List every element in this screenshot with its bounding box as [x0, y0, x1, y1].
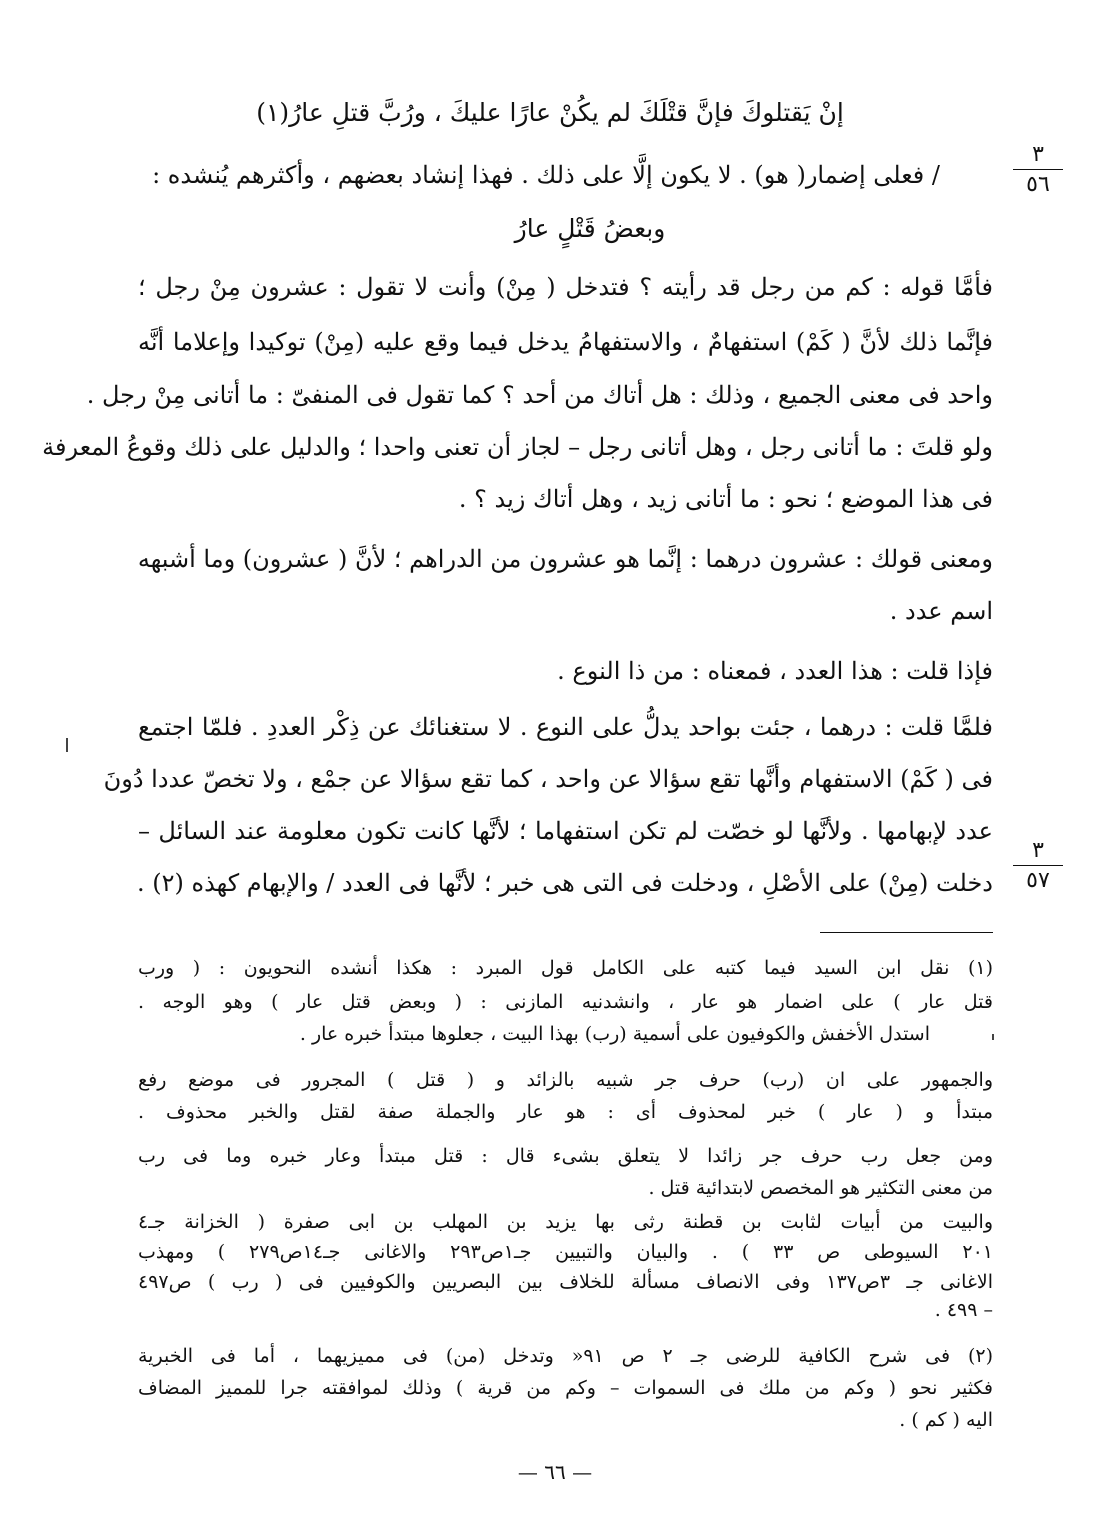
text-line: عدد لإبهامها . ولأنَّها لو خصّت لم تكن استفهاما ؛ لأنَّها كانت تكون معلومة عند السائل – [138, 817, 993, 845]
footnote-line: ومن جعل رب حرف جر زائدا لا يتعلق بشىء قال : قتل مبتدأ وعار خبره وما فى رب [138, 1145, 993, 1167]
text-line: اسم عدد . [889, 597, 993, 625]
footnote-line: فكثير نحو ( وكم من ملك فى السموات – وكم من قرية ) وذلك لموافقته جرا للمميز المضاف [138, 1377, 994, 1399]
marker-volume: ٣ [1032, 838, 1044, 863]
footnote-line: (١) نقل ابن السيد فيما كتبه على الكامل قول المبرد : هكذا أنشده النحويون : ( ورب [138, 957, 993, 979]
text-line: فى هذا الموضع ؛ نحو : ما أتانى زيد ، وهل أتاك زيد ؟ . [458, 485, 993, 513]
scan-mark [66, 738, 68, 752]
text-line: ولو قلتَ : ما أتانى رجل ، وهل أتانى رجل – لجاز أن تعنى واحدا ؛ والدليل على ذلك وقوعُ المعرفة [42, 433, 993, 461]
footnote-separator [820, 932, 993, 933]
footnote-line: (٢) فى شرح الكافية للرضى جـ ٢ ص ٩١« وتدخل (من) فى مميزيهما ، أما فى الخبرية [138, 1345, 993, 1367]
variant-hemistich: وبعضُ قَتْلٍ عارُ [514, 214, 666, 243]
marker-page: ٥٧ [1026, 868, 1050, 893]
page-number: — ٦٦ — [517, 1460, 593, 1484]
text-line: فإنَّما ذلك لأنَّ ( كَمْ) استفهامٌ ، والاستفهامُ يدخل فيما وقع عليه (مِنْ) توكيدا وإعلاما أنَّه [138, 328, 994, 356]
footnote-line: اليه ( كم ) . [899, 1409, 993, 1431]
text-line: واحد فى معنى الجميع ، وذلك : هل أتاك من أحد ؟ كما تقول فى المنفىّ : ما أتانى مِنْ رجل . [86, 381, 993, 409]
footnote-line: – ٤٩٩ . [934, 1299, 993, 1321]
text-line: فلمَّا قلت : درهما ، جئت بواحد يدلُّ على النوع . لا ستغنائك عن ذِكْر العددِ . فلمّا اجتمع [138, 713, 993, 741]
footnote-line: مبتدأ و ( عار ) خبر لمحذوف أى : هو عار والجملة صفة لقتل والخبر محذوف . [138, 1101, 993, 1123]
page-marker [1010, 144, 1066, 196]
footnote-line: استدل الأخفش والكوفيون على أسمية (رب) بهذا البيت ، جعلوها مبتدأ خبره عار . [299, 1023, 930, 1045]
footnote-line: الاغانى جـ ٣ص١٣٧ وفى الانصاف مسألة للخلاف بين البصريين والكوفيين فى ( رب ) ص٤٩٧ [138, 1271, 993, 1293]
marker-page: ٥٦ [1026, 172, 1050, 197]
text-line: ومعنى قولك : عشرون درهما : إنَّما هو عشرون من الدراهم ؛ لأنَّ ( عشرون) وما أشبهه [137, 545, 993, 573]
footnote-line: والجمهور على ان (رب) حرف جر شبيه بالزائد و ( قتل ) المجرور فى موضع رفع [138, 1069, 993, 1091]
scan-mark [992, 1034, 994, 1040]
footnote-line: قتل عار ) على اضمار هو عار ، وانشدنيه المازنى : ( وبعض قتل عار ) وهو الوجه . [138, 991, 993, 1013]
footnote-line: من معنى التكثير هو المخصص لابتدائية قتل . [648, 1177, 993, 1199]
verse-line: إنْ يَقتلوكَ فإنَّ قتْلَكَ لم يكُنْ عارًا عليكَ ، ورُبَّ قتلِ عارُ(١) [256, 98, 844, 127]
footnote-line: والبيت من أبيات لثابت بن قطنة رثى بها يزيد بن المهلب بن ابى صفرة ( الخزانة جـ٤ [138, 1211, 993, 1233]
marker-volume: ٣ [1032, 142, 1044, 167]
text-line: دخلت (مِنْ) على الأصْلِ ، ودخلت فى التى هى خبر ؛ لأنَّها فى العدد / والإبهام كهذه (٢) . [137, 869, 993, 897]
page-marker [1010, 840, 1066, 892]
intro-line: / فعلى إضمار( هو) . لا يكون إلَّا على ذلك . فهذا إنشاد بعضهم ، وأكثرهم يُنشده : [152, 161, 940, 189]
text-line: فأمَّا قوله : كم من رجل قد رأيته ؟ فتدخل ( مِنْ) وأنت لا تقول : عشرون مِنْ رجل ؛ [138, 273, 993, 301]
footnote-line: ٢٠١ السيوطى ص ٣٣ ) . والبيان والتبيين جـ١ص٢٩٣ والاغانى جـ١٤ص٢٧٩ ) ومهذب [138, 1241, 993, 1263]
text-line: فى ( كَمْ) الاستفهام وأنَّها تقع سؤالا عن واحد ، كما تقع سؤالا عن جمْع ، ولا تخصّ عددا دُونَ [103, 765, 993, 793]
text-line: فإذا قلت : هذا العدد ، فمعناه : من ذا النوع . [557, 657, 993, 685]
